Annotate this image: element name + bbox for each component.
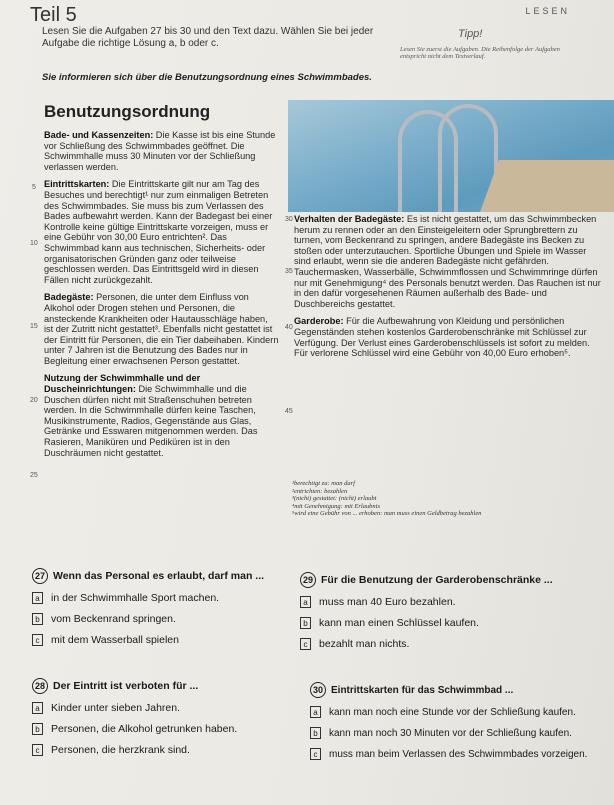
article-paragraph (44, 179, 279, 285)
paragraph-text: Die Eintrittskarte gilt nur am Tag des Besuches und berechtigt¹ nur zum einmaligen Betreten des Schwimmbades. Sie muss bis zum Verlassen des Bades aufbewahrt werden. Kann der Badegast bei einer Kontrolle keine gültige Eintrittskarte vorzeigen, muss er eine Gebühr von 30,00 Euro entrichten². Das Schwimmbad kann aus technischen, Sicherheits- oder organisatorischen Gründen ganz oder teilweise geschlossen werden. Das Eintrittsgeld wird in diesen Fällen nicht zurückgezahlt. (44, 179, 273, 285)
answer-option[interactable] (300, 617, 610, 630)
answer-option[interactable] (32, 723, 292, 736)
option-text: kann man noch 30 Minuten vor der Schließung kaufen. (329, 728, 572, 739)
line-number: 45 (285, 408, 293, 415)
option-checkbox[interactable]: c (310, 748, 321, 760)
paragraph-title: Badegäste: (44, 292, 94, 303)
line-number: 10 (30, 240, 38, 247)
question-number: 30 (310, 682, 326, 698)
option-checkbox[interactable]: b (32, 613, 43, 625)
article-heading: Benutzungsordnung (44, 102, 211, 121)
answer-option[interactable] (32, 744, 292, 757)
pool-photo (288, 100, 614, 212)
option-text: muss man 40 Euro bezahlen. (319, 596, 456, 608)
option-checkbox[interactable]: b (300, 617, 311, 629)
paragraph-title: Garderobe: (294, 316, 344, 327)
answer-option[interactable] (32, 702, 292, 715)
answer-option[interactable] (300, 638, 610, 651)
question-number: 28 (32, 678, 48, 694)
footnotes (292, 480, 612, 518)
pool-edge (477, 160, 614, 212)
option-text: kann man einen Schlüssel kaufen. (319, 617, 479, 629)
task-context: Sie informieren sich über die Benutzungsordnung eines Schwimmbades. (42, 72, 372, 83)
paragraph-text: Für die Aufbewahrung von Kleidung und persönlichen Gegenständen stehen kostenlos Garderobenschränke mit Schlüssel zur Verfügung. Der Verlust eines Garderobenschlüssels ist sofort zu melden. Für verlorene Schlüssel wird eine Gebühr von 40,00 Euro erhoben⁵. (294, 316, 590, 359)
line-number: 15 (30, 323, 38, 330)
footnote: ⁴mit Genehmigung: mit Erlaubnis (292, 502, 381, 510)
article-right-column (294, 214, 604, 366)
option-text: Personen, die Alkohol getrunken haben. (51, 723, 238, 735)
footnote: ¹berechtigt zu: man darf (292, 480, 355, 487)
answer-option[interactable] (32, 592, 292, 605)
article-paragraph (44, 373, 279, 458)
section-title: Teil 5 (30, 4, 77, 26)
line-number: 40 (285, 324, 293, 331)
option-checkbox[interactable]: a (32, 702, 43, 714)
option-text: Personen, die herzkrank sind. (51, 744, 190, 756)
paragraph-title: Bade- und Kassenzeiten: (44, 130, 154, 140)
article-paragraph (44, 292, 279, 366)
paragraph-text: Personen, die unter dem Einfluss von Alkohol oder Drogen stehen und Personen, die ansteckende Krankheiten oder Hautausschläge haben, ist der Zutritt nicht gestattet³. Ebenfalls nicht gestattet ist der Eintritt für Personen, die ein Tier dabeihaben. Kindern unter 7 Jahren ist die Benutzung des Bades nur in Begleitung einer erwachsenen Person gestattet. (44, 292, 279, 366)
option-checkbox[interactable]: c (300, 638, 311, 650)
line-number: 35 (285, 268, 293, 275)
paragraph-title: Verhalten der Badegäste: (294, 214, 405, 224)
option-text: vom Beckenrand springen. (51, 613, 176, 625)
line-number: 30 (285, 216, 293, 223)
question-text: Für die Benutzung der Garderobenschränke ... (321, 574, 553, 586)
option-text: in der Schwimmhalle Sport machen. (51, 592, 220, 604)
option-checkbox[interactable]: c (32, 744, 43, 756)
answer-option[interactable] (300, 596, 610, 609)
line-number: 5 (32, 184, 36, 191)
section-label: LESEN (525, 6, 570, 16)
option-text: mit dem Wasserball spielen (51, 634, 179, 646)
question-number: 29 (300, 572, 316, 588)
answer-option[interactable] (310, 727, 612, 740)
option-text: kann man noch eine Stunde vor der Schließung kaufen. (329, 707, 576, 718)
answer-option[interactable] (310, 748, 612, 761)
option-text: muss man beim Verlassen des Schwimmbades vorzeigen. (329, 749, 588, 760)
answer-option[interactable] (310, 706, 612, 719)
line-number: 20 (30, 397, 38, 404)
option-text: Kinder unter sieben Jahren. (51, 702, 180, 714)
option-checkbox[interactable]: b (32, 723, 43, 735)
footnote: ³(nicht) gestattet: (nicht) erlaubt (292, 495, 377, 503)
footnote: ²entrichten: bezahlen (292, 487, 348, 495)
question-text: Wenn das Personal es erlaubt, darf man ... (53, 570, 265, 582)
question-30 (310, 682, 612, 761)
question-27 (32, 568, 292, 647)
article-paragraph (44, 130, 279, 172)
footnote: ⁵wird eine Gebühr von ... erhoben: man muss einen Geldbetrag bezahlen (292, 510, 482, 518)
option-checkbox[interactable]: a (32, 592, 43, 604)
answer-option[interactable] (32, 634, 292, 647)
question-29 (300, 572, 610, 651)
question-text: Der Eintritt ist verboten für ... (53, 680, 199, 692)
option-checkbox[interactable]: c (32, 634, 43, 646)
line-number: 25 (30, 472, 38, 479)
article-left-column (44, 130, 279, 465)
task-instructions: Lesen Sie die Aufgaben 27 bis 30 und den Text dazu. Wählen Sie bei jeder Aufgabe die richtige Lösung a, b oder c. (42, 26, 374, 49)
paragraph-text: Die Schwimmhalle und die Duschen dürfen nicht mit Straßenschuhen betreten werden. In die Schwimmhalle dürfen keine Taschen, Musikinstrumente, Radios, Gegenstände aus Glas, Getränke und Esswaren mitgenommen werden. Das Rasieren, Maniküren und Pediküren ist in den Duschräumen nicht gestattet. (44, 384, 258, 458)
question-28 (32, 678, 292, 757)
option-checkbox[interactable]: a (300, 596, 311, 608)
paragraph-title: Eintrittskarten: (44, 179, 110, 190)
option-text: bezahlt man nichts. (319, 638, 410, 650)
tip-title: Tipp! (458, 28, 483, 40)
paragraph-title: Nutzung der Schwimmhalle und der Duscheinrichtungen: (44, 373, 201, 395)
option-checkbox[interactable]: a (310, 706, 321, 718)
option-checkbox[interactable]: b (310, 727, 321, 739)
answer-option[interactable] (32, 613, 292, 626)
paragraph-text: Es ist nicht gestattet, um das Schwimmbecken herum zu rennen oder an den Einsteigeleitern oder Sprungbrettern zu turnen, vom Beckenrand zu springen, andere Badegäste ins Becken zu stoßen oder unterzutauchen. Sportliche Übungen und Spiele im Wasser sind erlaubt, wenn sie die anderen Badegäste nicht gefährden. Tauchermasken, Wasserbälle, Schwimmflossen und Schwimmringe dürfen nur mit Genehmigung⁴ des Personals benutzt werden. Das Rauchen ist nur in den dafür vorgesehenen Räumen außerhalb des Bade- und Duschbereichs gestattet. (294, 214, 601, 309)
tip-text: Lesen Sie zuerst die Aufgaben. Die Reihenfolge der Aufgaben entspricht nicht dem Textverlauf. (400, 46, 560, 60)
article-paragraph (294, 214, 604, 309)
question-text: Eintrittskarten für das Schwimmbad ... (331, 684, 514, 696)
question-number: 27 (32, 568, 48, 584)
article-paragraph (294, 316, 604, 358)
paragraph-text: Die Kasse ist bis eine Stunde vor Schließung des Schwimmbades geöffnet. Die Schwimmhalle muss 30 Minuten vor der Schließung verlassen werden. (44, 130, 276, 172)
